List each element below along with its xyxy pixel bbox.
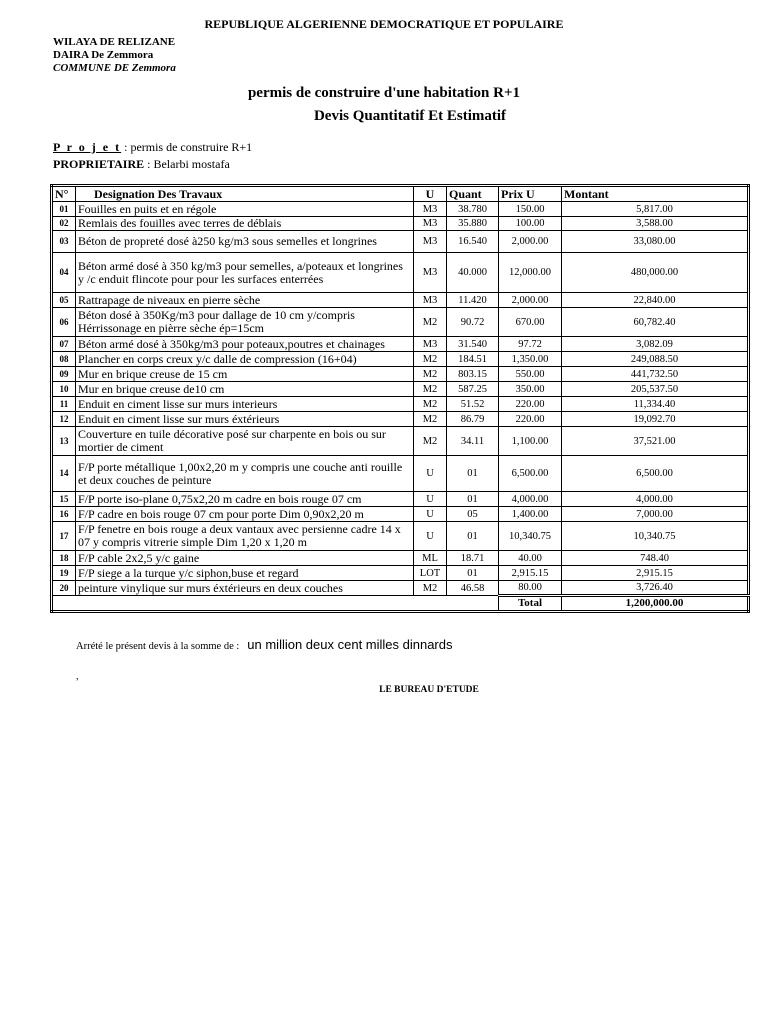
row-number: 20 (52, 581, 76, 596)
row-designation: F/P porte iso-plane 0,75x2,20 m cadre en bois rouge 07 cm (76, 492, 414, 507)
row-unit: M2 (414, 367, 447, 382)
row-designation: Remlais des fouilles avec terres de déblais (76, 217, 414, 231)
header-designation: Designation Des Travaux (76, 186, 414, 202)
table-row (52, 253, 749, 293)
row-quantity: 51.52 (447, 397, 499, 412)
row-unit-price: 1,100.00 (499, 427, 562, 456)
table-row (52, 492, 749, 507)
row-unit-price: 1,350.00 (499, 352, 562, 367)
row-number: 07 (52, 337, 76, 352)
row-unit-price: 150.00 (499, 202, 562, 217)
row-unit-price: 1,400.00 (499, 507, 562, 522)
row-amount: 3,082.09 (562, 337, 749, 352)
row-amount: 441,732.50 (562, 367, 749, 382)
row-designation: peinture vinylique sur murs éxtérieurs en deux couches (76, 581, 414, 596)
row-amount: 3,588.00 (562, 217, 749, 231)
row-amount: 205,537.50 (562, 382, 749, 397)
row-quantity: 31.540 (447, 337, 499, 352)
row-unit: M3 (414, 293, 447, 308)
row-designation: F/P porte métallique 1,00x2,20 m y compris une couche anti rouille et deux couches de peinture (76, 456, 414, 492)
row-number: 11 (52, 397, 76, 412)
table-row (52, 456, 749, 492)
project-line (53, 140, 252, 155)
row-number: 14 (52, 456, 76, 492)
row-unit-price: 2,915.15 (499, 566, 562, 581)
row-unit-price: 4,000.00 (499, 492, 562, 507)
row-unit-price: 670.00 (499, 308, 562, 337)
row-designation: F/P fenetre en bois rouge a deux vantaux avec persienne cadre 14 x 07 y compris vitrerie simple Dim 1,20 x 1,20 m (76, 522, 414, 551)
row-designation: Rattrapage de niveaux en pierre sèche (76, 293, 414, 308)
row-designation: Plancher en corps creux y/c dalle de compression (16+04) (76, 352, 414, 367)
row-number: 10 (52, 382, 76, 397)
row-amount: 3,726.40 (562, 581, 749, 596)
row-number: 09 (52, 367, 76, 382)
row-unit: M3 (414, 202, 447, 217)
table-row (52, 337, 749, 352)
row-amount: 249,088.50 (562, 352, 749, 367)
row-number: 08 (52, 352, 76, 367)
row-quantity: 46.58 (447, 581, 499, 596)
row-quantity: 11.420 (447, 293, 499, 308)
table-row (52, 202, 749, 217)
arrete-line (76, 637, 453, 652)
row-unit: U (414, 456, 447, 492)
row-amount: 7,000.00 (562, 507, 749, 522)
row-quantity: 18.71 (447, 551, 499, 566)
row-amount: 6,500.00 (562, 456, 749, 492)
row-designation: Béton armé dosé à 350 kg/m3 pour semelles, a/poteaux et longrines y /c enduit flincote pour pour les surfaces enterrées (76, 253, 414, 293)
row-number: 18 (52, 551, 76, 566)
row-unit: M3 (414, 253, 447, 293)
row-amount: 480,000.00 (562, 253, 749, 293)
header-number: N° (52, 186, 76, 202)
table-row (52, 293, 749, 308)
row-number: 05 (52, 293, 76, 308)
row-quantity: 01 (447, 566, 499, 581)
row-designation: Béton de propreté dosé à250 kg/m3 sous semelles et longrines (76, 231, 414, 253)
row-number: 17 (52, 522, 76, 551)
row-quantity: 86.79 (447, 412, 499, 427)
table-row (52, 507, 749, 522)
row-unit-price: 2,000.00 (499, 231, 562, 253)
row-number: 02 (52, 217, 76, 231)
row-amount: 10,340.75 (562, 522, 749, 551)
project-value: : permis de construire R+1 (121, 140, 253, 154)
row-unit-price: 220.00 (499, 412, 562, 427)
total-label: Total (499, 596, 562, 612)
wilaya-line: WILAYA DE RELIZANE (53, 36, 176, 48)
table-row (52, 308, 749, 337)
row-designation: Couverture en tuile décorative posé sur charpente en bois ou sur mortier de ciment (76, 427, 414, 456)
table-row (52, 231, 749, 253)
project-label: P r o j e t (53, 140, 122, 154)
amount-in-words: un million deux cent milles dinnards (247, 637, 453, 652)
row-unit: M2 (414, 352, 447, 367)
row-quantity: 01 (447, 492, 499, 507)
table-row (52, 352, 749, 367)
row-number: 12 (52, 412, 76, 427)
row-quantity: 01 (447, 522, 499, 551)
row-quantity: 05 (447, 507, 499, 522)
row-amount: 11,334.40 (562, 397, 749, 412)
row-number: 04 (52, 253, 76, 293)
row-number: 15 (52, 492, 76, 507)
row-designation: Enduit en ciment lisse sur murs éxtérieurs (76, 412, 414, 427)
row-unit: ML (414, 551, 447, 566)
table-row (52, 217, 749, 231)
row-quantity: 34.11 (447, 427, 499, 456)
row-number: 03 (52, 231, 76, 253)
row-unit: M3 (414, 231, 447, 253)
row-quantity: 803.15 (447, 367, 499, 382)
owner-line (53, 157, 230, 172)
row-number: 16 (52, 507, 76, 522)
row-unit-price: 550.00 (499, 367, 562, 382)
table-row (52, 397, 749, 412)
daira-line: DAIRA De Zemmora (53, 49, 154, 61)
row-designation: Mur en brique creuse de 15 cm (76, 367, 414, 382)
bureau-signature-label: LE BUREAU D'ETUDE (379, 685, 479, 695)
document-subtitle: Devis Quantitatif Et Estimatif (313, 108, 507, 124)
row-designation: Béton armé dosé à 350kg/m3 pour poteaux,poutres et chainages (76, 337, 414, 352)
row-number: 19 (52, 566, 76, 581)
row-unit: M2 (414, 382, 447, 397)
row-quantity: 90.72 (447, 308, 499, 337)
row-designation: Mur en brique creuse de10 cm (76, 382, 414, 397)
row-unit: M3 (414, 217, 447, 231)
row-unit-price: 6,500.00 (499, 456, 562, 492)
row-unit: M2 (414, 581, 447, 596)
row-unit-price: 80.00 (499, 581, 562, 596)
row-quantity: 184.51 (447, 352, 499, 367)
row-amount: 33,080.00 (562, 231, 749, 253)
table-row (52, 427, 749, 456)
row-designation: F/P siege a la turque y/c siphon,buse et regard (76, 566, 414, 581)
row-unit: M2 (414, 412, 447, 427)
row-unit: M2 (414, 397, 447, 412)
table-header-row (52, 186, 749, 202)
header-amount: Montant (562, 186, 749, 202)
row-unit: U (414, 522, 447, 551)
row-amount: 60,782.40 (562, 308, 749, 337)
table-row (52, 551, 749, 566)
row-designation: Fouilles en puits et en régole (76, 202, 414, 217)
row-number: 13 (52, 427, 76, 456)
row-unit: M2 (414, 427, 447, 456)
row-unit-price: 2,000.00 (499, 293, 562, 308)
total-row (52, 596, 749, 612)
row-unit-price: 220.00 (499, 397, 562, 412)
table-row (52, 581, 749, 596)
owner-label: PROPRIETAIRE (53, 157, 145, 171)
row-designation: Enduit en ciment lisse sur murs interieurs (76, 397, 414, 412)
header-quantity: Quant (447, 186, 499, 202)
row-unit: M2 (414, 308, 447, 337)
row-unit-price: 97.72 (499, 337, 562, 352)
row-unit: U (414, 492, 447, 507)
row-amount: 22,840.00 (562, 293, 749, 308)
row-unit-price: 100.00 (499, 217, 562, 231)
row-unit-price: 10,340.75 (499, 522, 562, 551)
row-quantity: 35.880 (447, 217, 499, 231)
row-unit-price: 12,000.00 (499, 253, 562, 293)
row-amount: 37,521.00 (562, 427, 749, 456)
row-designation: F/P cable 2x2,5 y/c gaine (76, 551, 414, 566)
row-unit: M3 (414, 337, 447, 352)
row-amount: 5,817.00 (562, 202, 749, 217)
commune-line: COMMUNE DE Zemmora (53, 62, 176, 74)
document-title: permis de construire d'une habitation R+1 (247, 85, 521, 101)
row-quantity: 16.540 (447, 231, 499, 253)
header-unit-price: Prix U (499, 186, 562, 202)
row-designation: Béton dosé à 350Kg/m3 pour dallage de 10 cm y/compris Hérrissonage en pièrre sèche ép=15cm (76, 308, 414, 337)
header-unit: U (414, 186, 447, 202)
row-unit: LOT (414, 566, 447, 581)
row-amount: 2,915.15 (562, 566, 749, 581)
devis-table (50, 184, 750, 613)
row-unit-price: 40.00 (499, 551, 562, 566)
row-number: 06 (52, 308, 76, 337)
row-quantity: 40.000 (447, 253, 499, 293)
row-amount: 748.40 (562, 551, 749, 566)
row-unit: U (414, 507, 447, 522)
row-quantity: 38.780 (447, 202, 499, 217)
table-row (52, 522, 749, 551)
row-amount: 4,000.00 (562, 492, 749, 507)
table-row (52, 367, 749, 382)
comma-mark: , (76, 671, 79, 682)
owner-value: : Belarbi mostafa (144, 157, 230, 171)
row-amount: 19,092.70 (562, 412, 749, 427)
table-row (52, 382, 749, 397)
total-value: 1,200,000.00 (562, 596, 749, 612)
row-number: 01 (52, 202, 76, 217)
arrete-label: Arrété le présent devis à la somme de : (76, 641, 240, 652)
row-unit-price: 350.00 (499, 382, 562, 397)
row-quantity: 01 (447, 456, 499, 492)
table-row (52, 412, 749, 427)
republic-header: REPUBLIQUE ALGERIENNE DEMOCRATIQUE ET POPULAIRE (204, 17, 564, 31)
table-row (52, 566, 749, 581)
row-quantity: 587.25 (447, 382, 499, 397)
row-designation: F/P cadre en bois rouge 07 cm pour porte Dim 0,90x2,20 m (76, 507, 414, 522)
